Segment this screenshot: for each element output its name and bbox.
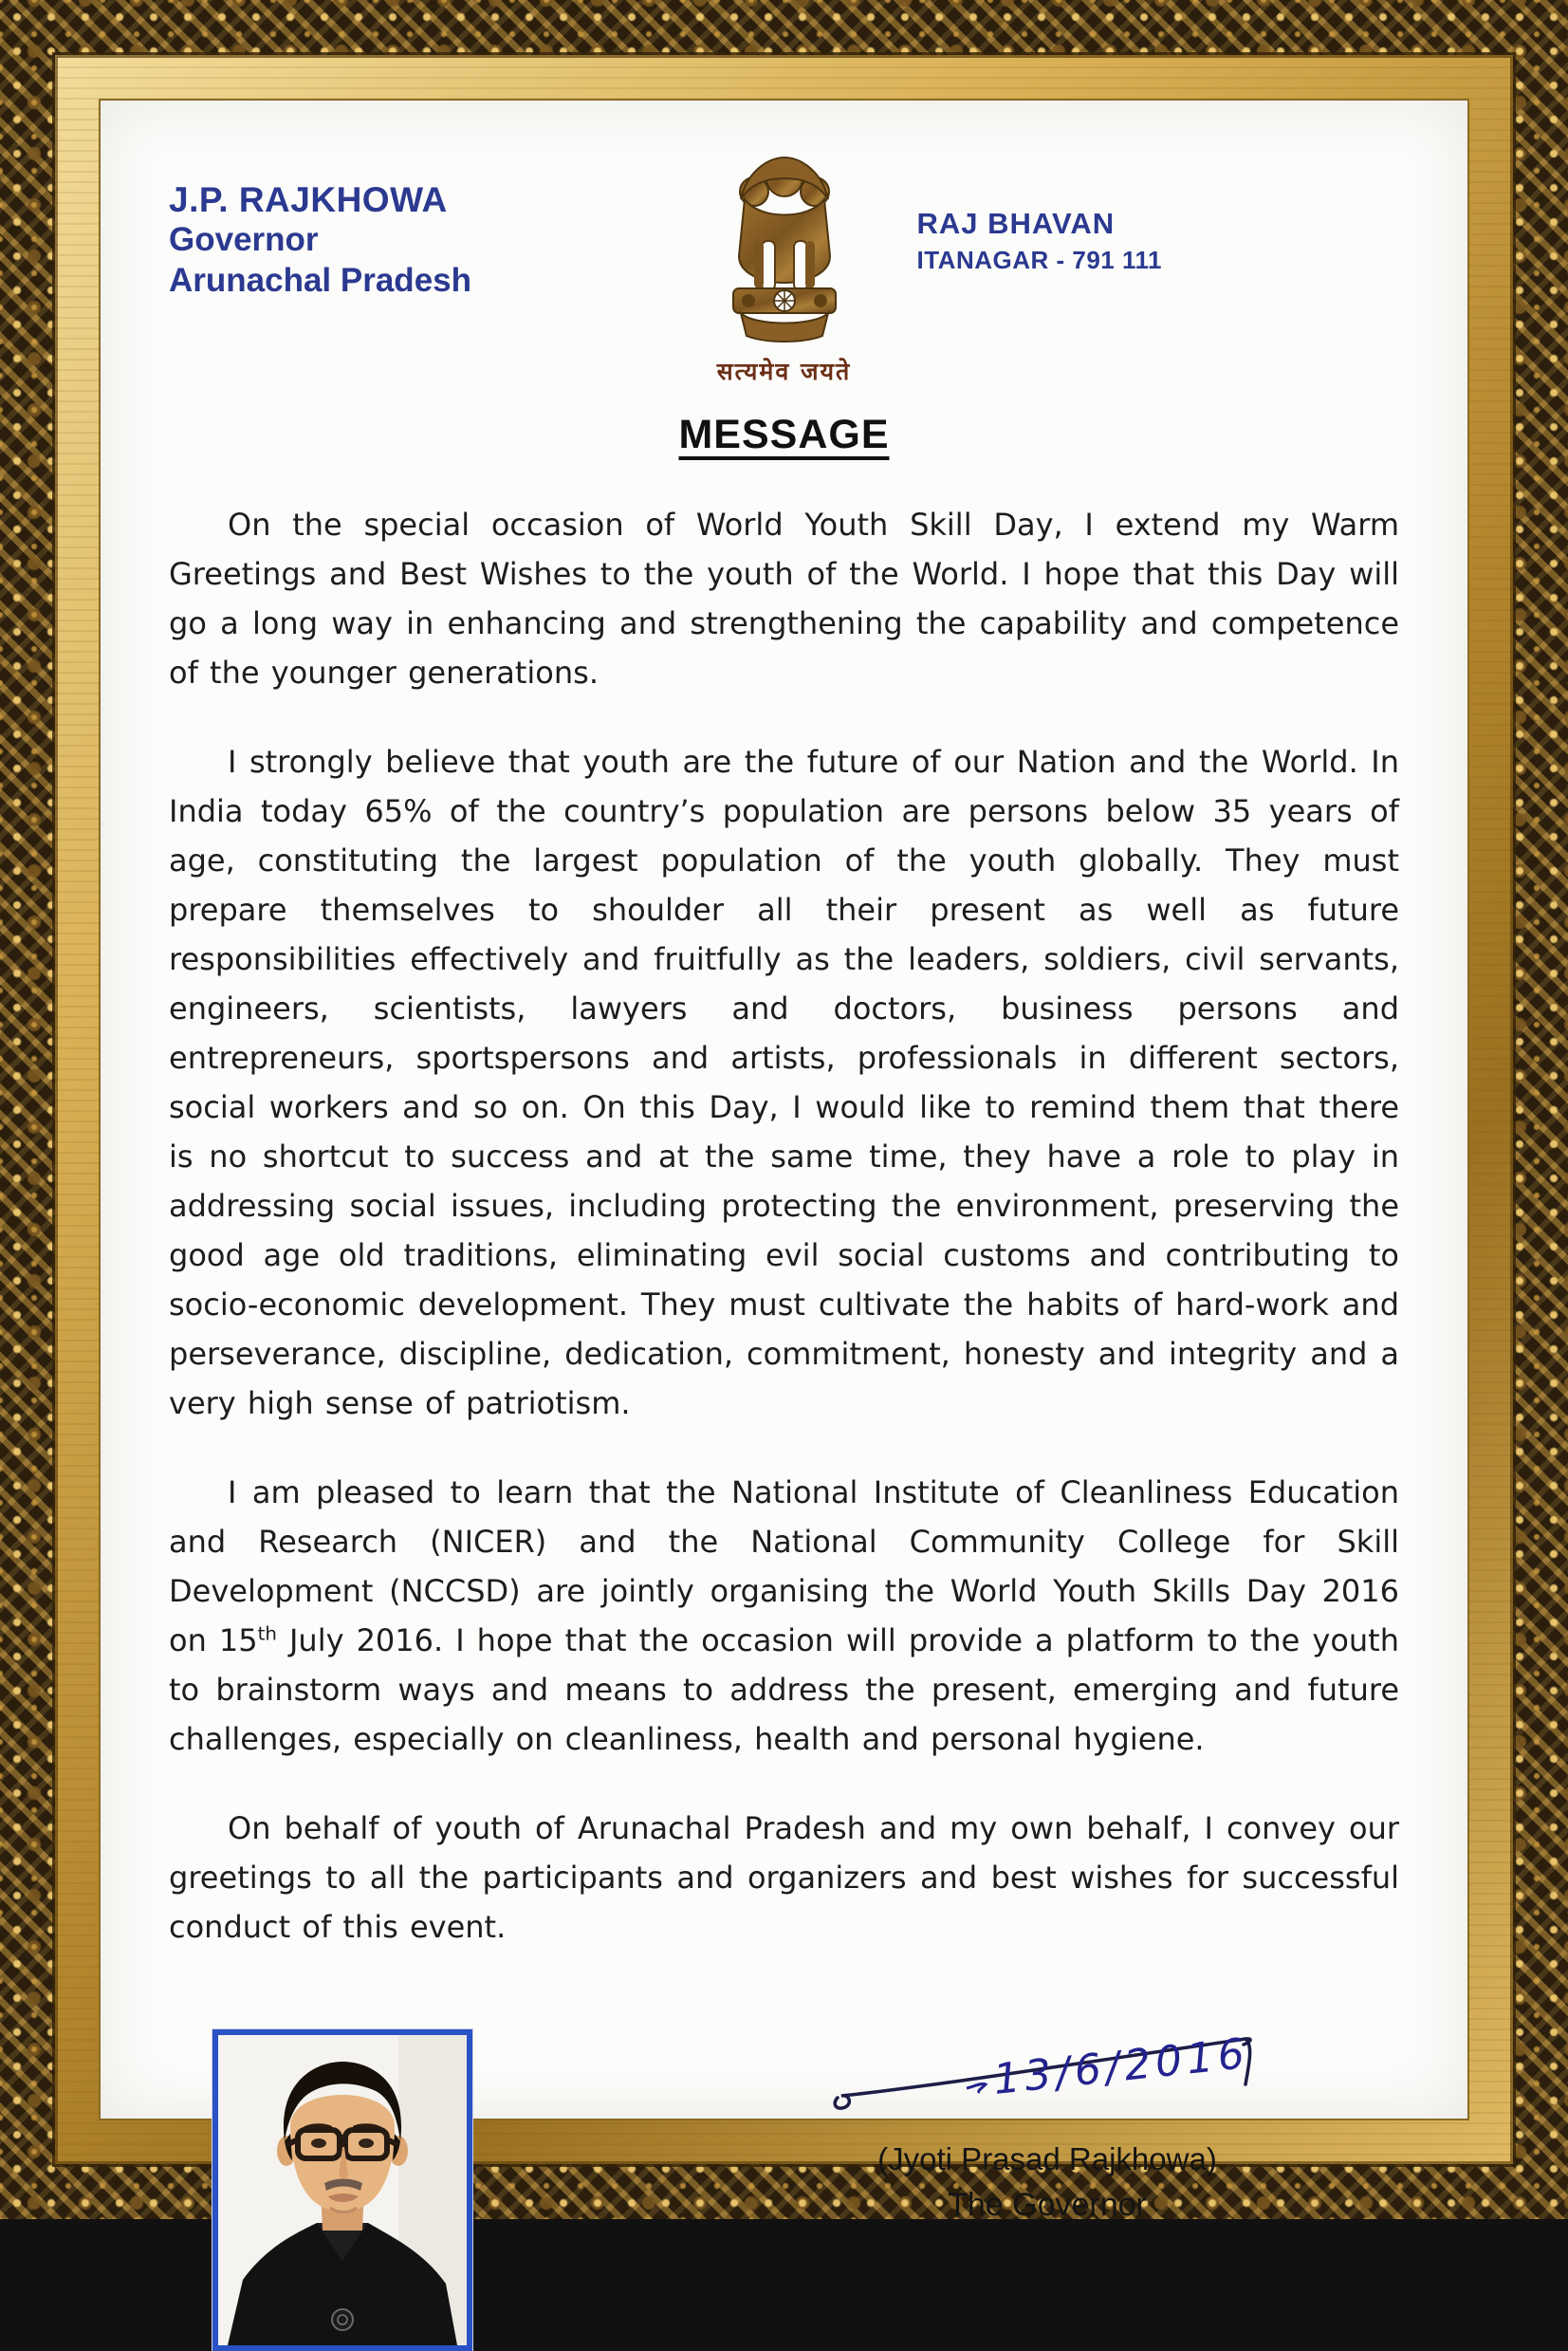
paragraph-4: On behalf of youth of Arunachal Pradesh and my own behalf, I convey our greetings to all the participants and organizers and best wishes for successful conduct of this event. [169, 1810, 1399, 1945]
letter-body [169, 500, 1399, 1952]
signature-block [824, 2026, 1270, 2224]
ordinal-superscript: th [257, 1622, 277, 1645]
governor-title: Governor [169, 221, 319, 258]
page-title: MESSAGE [678, 412, 890, 457]
paragraph-3 [169, 1468, 1399, 1764]
gold-bevel-frame [55, 55, 1513, 2223]
letterhead [169, 137, 1399, 387]
letter-paper [99, 99, 1469, 2223]
letterhead-right [857, 205, 1400, 387]
letterhead-center [712, 150, 857, 387]
letterhead-left [169, 180, 712, 387]
paragraph-1: On the special occasion of World Youth Skill Day, I extend my Warm Greetings and Best Wishes to the youth of the World. I hope that this Day will go a long way in enhancing and strengthening the capability and competence of the younger generations. [169, 507, 1399, 691]
governor-state: Arunachal Pradesh [169, 262, 471, 299]
letter-footer [169, 1991, 1399, 2351]
governor-photo [212, 2029, 472, 2351]
signature-date: 13/6/2016 [990, 2028, 1252, 2104]
governor-portrait-illustration [218, 2035, 467, 2345]
paragraph-2: I strongly believe that youth are the future of our Nation and the World. In India today 65% of the country’s population are persons below 35 years of age, constituting the largest population of the youth globally. They must prepare themselves to shoulder all their present as well as future responsibilities effectively and fruitfully as the leaders, soldiers, civil servants, engineers, scientists, lawyers and doctors, business persons and entrepreneurs, sportspersons and artists, professionals in different sectors, social workers and so on. On this Day, I would like to remind them that there is no shortcut to success and at the same time, they have a role to play in addressing social issues, including protecting the environment, preserving the good age old traditions, eliminating evil social customs and contributing to socio-economic development. They must cultivate the habits of hard-work and perseverance, discipline, dedication, commitment, honesty and integrity and a very high sense of patriotism. [169, 744, 1399, 1421]
office-name: RAJ BHAVAN [916, 207, 1116, 240]
emblem-motto: सत्यमेव जयते [716, 358, 852, 385]
governor-name: J.P. RAJKHOWA [169, 180, 448, 219]
signature-icon [824, 2026, 1270, 2139]
paragraph-3-text: I am pleased to learn that the National Institute of Cleanliness Education and Research (NICER) and the National Community College for Skill Development (NCCSD) are jointly organising the World Youth Skills Day 2016 on 15 [169, 1474, 1399, 1658]
office-address: ITANAGAR - 791 111 [916, 246, 1163, 274]
signatory-designation: The Governor [948, 2187, 1147, 2223]
signatory-name: (Jyoti Prasad Rajkhowa) [877, 2141, 1217, 2176]
paragraph-3-text-cont: July 2016. I hope that the occasion will provide a platform to the youth to brainstorm ways and means to address the present, emerging and future challenges, especially on cleanliness, health and personal hygiene. [169, 1622, 1399, 1757]
lion-capital-emblem-icon [712, 333, 857, 351]
